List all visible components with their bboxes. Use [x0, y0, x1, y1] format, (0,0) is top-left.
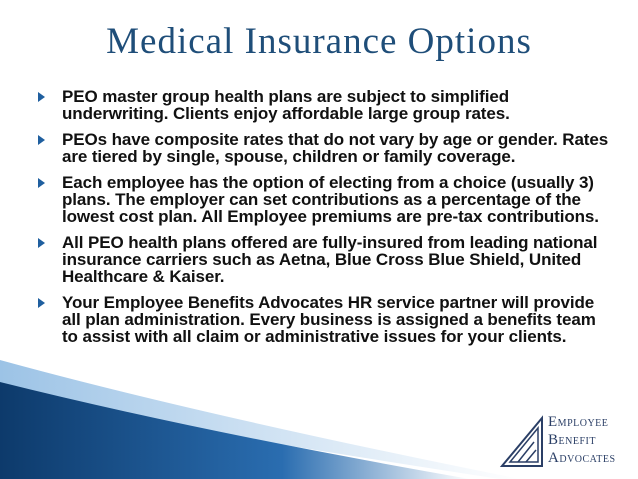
company-logo [498, 412, 628, 470]
bullet-arrow-icon [38, 238, 45, 248]
bullet-text: Each employee has the option of electing from a choice (usually 3) plans. The employer can set contributions as a percentage of the lowest cost plan. All Employee premiums are pre-tax contributions. [62, 173, 599, 226]
slide-title: Medical Insurance Options [106, 21, 532, 62]
bullet-text: PEOs have composite rates that do not vary by age or gender. Rates are tiered by single, spouse, children or family coverage. [62, 130, 609, 166]
bullet-item [34, 234, 614, 285]
bullet-text: PEO master group health plans are subject to simplified underwriting. Clients enjoy affordable large group rates. [62, 87, 510, 123]
bullet-arrow-icon [38, 92, 45, 102]
bullet-item [34, 174, 614, 225]
logo-triangle-icon [498, 412, 546, 470]
bullet-arrow-icon [38, 135, 45, 145]
bullet-arrow-icon [38, 178, 45, 188]
bullet-arrow-icon [38, 298, 45, 308]
bullet-text: All PEO health plans offered are fully-insured from leading national insurance carriers such as Aetna, Blue Cross Blue Shield, United Healthcare & Kaiser. [62, 233, 598, 286]
logo-wordmark: EMPLOYEE BENEFIT ADVOCATES [548, 414, 616, 466]
bullet-item [34, 88, 614, 122]
bullet-list [34, 88, 614, 354]
bullet-item [34, 131, 614, 165]
bullet-item [34, 294, 614, 345]
bullet-text: Your Employee Benefits Advocates HR service partner will provide all plan administration. Every business is assigned a benefits team to assist with all claim or administrative issues for your clients. [62, 293, 596, 346]
